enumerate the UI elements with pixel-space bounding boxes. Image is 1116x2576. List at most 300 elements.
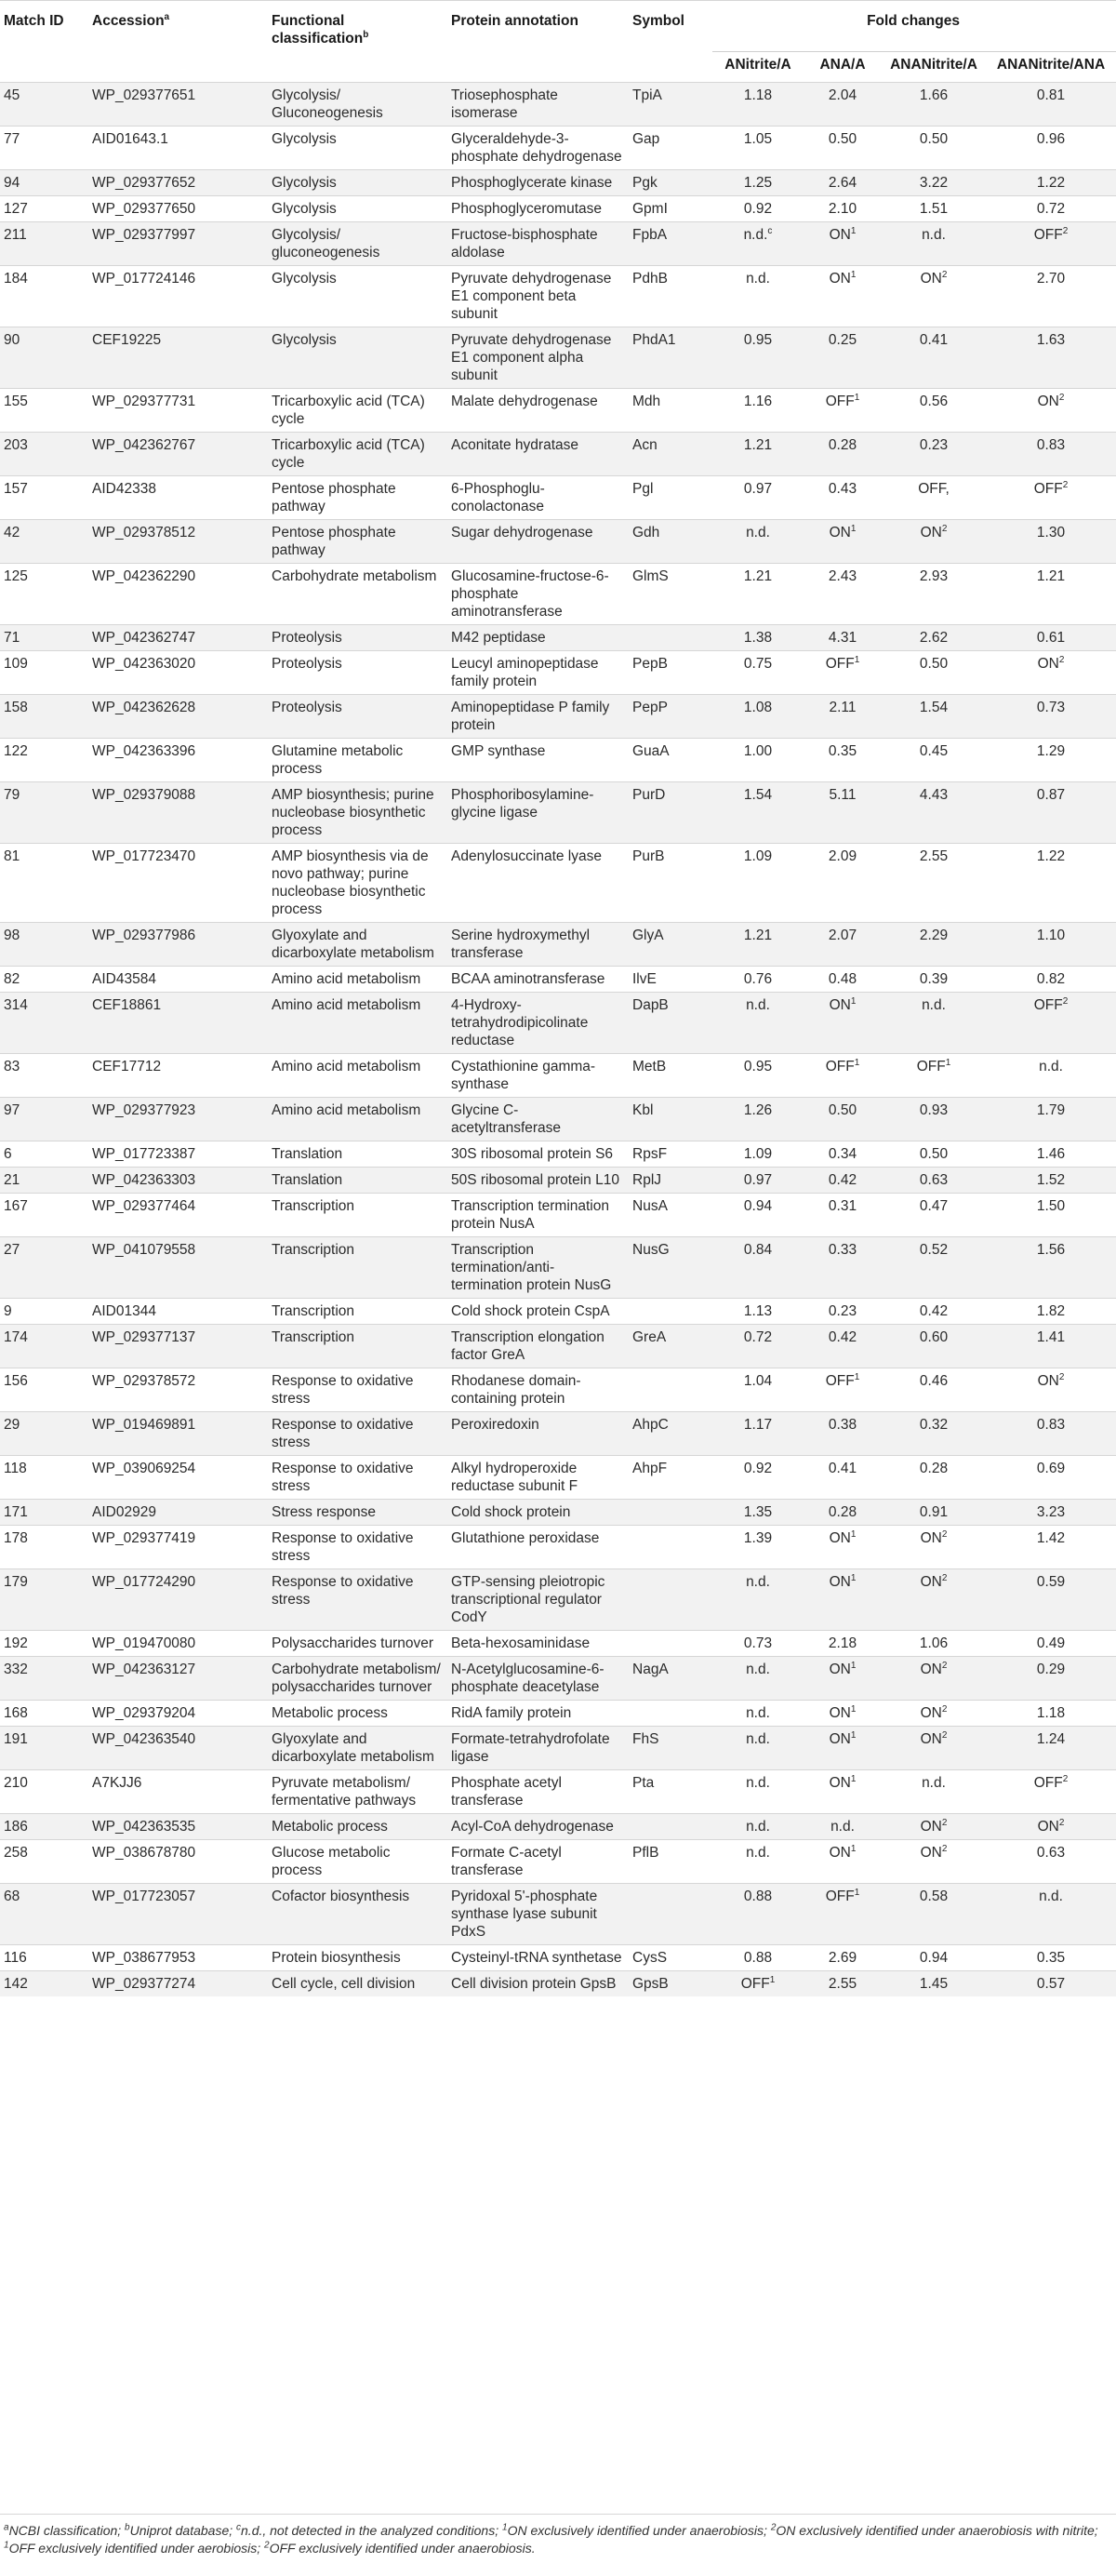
cell-fc-ananitrite-a [882, 922, 988, 966]
table-row [0, 327, 1116, 388]
cell-protein-annotation: 4-Hydroxy-tetrahydrodipicolinate reductase [447, 992, 629, 1053]
cell-match-id: 71 [0, 624, 88, 650]
cell-functional-classification: Transcription [268, 1236, 447, 1298]
cell-symbol: PdhB [629, 265, 712, 327]
cell-fc-anitrite-a [712, 1813, 805, 1839]
fold-change-sup: 1 [945, 1057, 951, 1068]
cell-match-id: 118 [0, 1455, 88, 1499]
cell-fc-ananitrite-ana [988, 1525, 1116, 1568]
fold-change-value: 0.69 [1036, 1460, 1066, 1476]
cell-fc-anitrite-a [712, 169, 805, 195]
cell-protein-annotation: GTP-sensing pleiotropic transcriptional regulator CodY [447, 1568, 629, 1630]
fold-change-value: 0.39 [919, 970, 949, 987]
cell-fc-anitrite-a [712, 563, 805, 624]
cell-fc-anitrite-a [712, 922, 805, 966]
cell-fc-ana-a [805, 1141, 882, 1167]
table-row [0, 694, 1116, 738]
cell-accession: AID43584 [88, 966, 268, 992]
cell-fc-ananitrite-a [882, 781, 988, 843]
cell-match-id: 203 [0, 432, 88, 475]
table-row [0, 1167, 1116, 1193]
fold-change-value: 0.73 [1036, 699, 1066, 715]
cell-match-id: 81 [0, 843, 88, 922]
fold-change-value: ON [829, 270, 851, 287]
fold-change-value: n.d. [1039, 1058, 1063, 1074]
cell-fc-ana-a [805, 843, 882, 922]
fold-change-value: n.d. [830, 1818, 855, 1835]
table-row [0, 563, 1116, 624]
cell-functional-classification: Response to oxidative stress [268, 1568, 447, 1630]
cell-accession: WP_017724146 [88, 265, 268, 327]
table-row [0, 624, 1116, 650]
cell-functional-classification: Cell cycle, cell division [268, 1970, 447, 1996]
fold-change-value: 2.93 [919, 567, 949, 584]
cell-fc-anitrite-a [712, 126, 805, 169]
cell-fc-ana-a [805, 195, 882, 221]
cell-match-id: 9 [0, 1298, 88, 1324]
cell-accession: WP_042363020 [88, 650, 268, 694]
table-row [0, 843, 1116, 922]
fold-change-value: ON [1037, 655, 1059, 672]
cell-match-id: 82 [0, 966, 88, 992]
cell-fc-ana-a [805, 82, 882, 126]
fold-change-value: OFF [825, 393, 855, 409]
cell-match-id: 77 [0, 126, 88, 169]
cell-symbol: PhdA1 [629, 327, 712, 388]
header-fc-ana-a: ANA/A [805, 51, 882, 82]
cell-fc-anitrite-a [712, 624, 805, 650]
fold-change-value: 0.72 [743, 1328, 773, 1345]
cell-accession: WP_017723387 [88, 1141, 268, 1167]
fold-change-value: 2.64 [828, 174, 857, 191]
fold-change-sup: 2 [941, 1843, 948, 1854]
fold-change-value: 1.21 [743, 436, 773, 453]
cell-symbol: NusA [629, 1193, 712, 1236]
fold-change-sup: 1 [850, 1843, 857, 1854]
cell-match-id: 98 [0, 922, 88, 966]
table-row [0, 1726, 1116, 1769]
cell-fc-ana-a [805, 519, 882, 563]
fold-change-value: 0.73 [743, 1635, 773, 1651]
cell-functional-classification: Glyoxylate and dicarboxylate metabolism [268, 1726, 447, 1769]
header-blank [0, 51, 88, 82]
fold-change-value: 0.72 [1036, 200, 1066, 217]
fold-change-sup: 1 [850, 1729, 857, 1741]
cell-match-id: 94 [0, 169, 88, 195]
fold-change-value: 0.46 [919, 1372, 949, 1389]
cell-accession: WP_042363303 [88, 1167, 268, 1193]
fold-change-sup: 1 [854, 654, 860, 665]
fold-change-value: n.d. [746, 1818, 770, 1835]
cell-fc-ananitrite-ana [988, 1568, 1116, 1630]
fold-change-value: 0.57 [1036, 1975, 1066, 1992]
fold-change-value: 0.96 [1036, 130, 1066, 147]
cell-fc-ananitrite-a [882, 1726, 988, 1769]
cell-symbol: FhS [629, 1726, 712, 1769]
fold-change-value: OFF [1033, 226, 1063, 243]
cell-protein-annotation: Cystathionine gamma-synthase [447, 1053, 629, 1097]
header-accession [88, 1, 268, 52]
fold-change-value: 1.22 [1036, 174, 1066, 191]
fold-change-value: 1.46 [1036, 1145, 1066, 1162]
cell-functional-classification: Transcription [268, 1298, 447, 1324]
cell-fc-ananitrite-ana [988, 82, 1116, 126]
cell-protein-annotation: Formate C-acetyl transferase [447, 1839, 629, 1883]
cell-fc-ana-a [805, 922, 882, 966]
cell-accession: WP_029378572 [88, 1368, 268, 1411]
cell-accession: WP_029377986 [88, 922, 268, 966]
fold-change-value: 1.42 [1036, 1529, 1066, 1546]
cell-match-id: 122 [0, 738, 88, 781]
table-row [0, 388, 1116, 432]
cell-fc-anitrite-a [712, 843, 805, 922]
fold-change-value: n.d. [1039, 1888, 1063, 1904]
cell-fc-ananitrite-a [882, 169, 988, 195]
cell-fc-ana-a [805, 475, 882, 519]
cell-fc-ananitrite-a [882, 1097, 988, 1141]
cell-protein-annotation: Fructose-bisphosphate aldolase [447, 221, 629, 265]
cell-fc-ananitrite-a [882, 388, 988, 432]
cell-fc-anitrite-a [712, 1053, 805, 1097]
cell-fc-ananitrite-ana [988, 624, 1116, 650]
cell-symbol: AhpC [629, 1411, 712, 1455]
fold-change-value: 0.94 [919, 1949, 949, 1966]
fold-change-value: 0.82 [1036, 970, 1066, 987]
fold-change-value: ON [920, 1818, 942, 1835]
cell-fc-ananitrite-ana [988, 1236, 1116, 1298]
fold-change-value: n.d. [922, 1774, 946, 1791]
cell-functional-classification: Glycolysis/ gluconeogenesis [268, 221, 447, 265]
table-row [0, 221, 1116, 265]
fold-change-sup: 1 [850, 1773, 857, 1784]
fold-change-value: 0.95 [743, 1058, 773, 1074]
cell-symbol [629, 1883, 712, 1944]
fold-change-value: 2.70 [1036, 270, 1066, 287]
cell-fc-ananitrite-ana [988, 738, 1116, 781]
table-row [0, 82, 1116, 126]
fold-change-value: 0.50 [828, 1101, 857, 1118]
cell-fc-ananitrite-a [882, 1970, 988, 1996]
cell-functional-classification: Glycolysis [268, 265, 447, 327]
cell-fc-ananitrite-ana [988, 1053, 1116, 1097]
cell-fc-ananitrite-a [882, 1883, 988, 1944]
table-row [0, 519, 1116, 563]
cell-fc-ananitrite-ana [988, 781, 1116, 843]
fold-change-sup: 2 [941, 1703, 948, 1715]
table-row [0, 1097, 1116, 1141]
fold-change-value: OFF [740, 1975, 770, 1992]
fold-change-value: 0.28 [828, 1503, 857, 1520]
fold-change-value: ON [829, 1573, 851, 1590]
cell-functional-classification: Proteolysis [268, 694, 447, 738]
fold-change-value: 1.51 [919, 200, 949, 217]
cell-accession: WP_029377419 [88, 1525, 268, 1568]
table-row [0, 1700, 1116, 1726]
cell-functional-classification: Glycolysis/ Gluconeogenesis [268, 82, 447, 126]
table-row [0, 195, 1116, 221]
cell-symbol: PepP [629, 694, 712, 738]
fold-change-value: n.d. [922, 996, 946, 1013]
cell-fc-anitrite-a [712, 1970, 805, 1996]
cell-match-id: 127 [0, 195, 88, 221]
fold-change-value: OFF [825, 1058, 855, 1074]
cell-protein-annotation: Rhodanese domain-containing protein [447, 1368, 629, 1411]
fold-change-value: 1.18 [1036, 1704, 1066, 1721]
cell-fc-ana-a [805, 992, 882, 1053]
cell-fc-ana-a [805, 1525, 882, 1568]
cell-accession: WP_042363396 [88, 738, 268, 781]
table-row [0, 1944, 1116, 1970]
cell-fc-ananitrite-a [882, 82, 988, 126]
cell-fc-ananitrite-ana [988, 1499, 1116, 1525]
cell-fc-anitrite-a [712, 1324, 805, 1368]
fold-change-value: 0.33 [828, 1241, 857, 1258]
cell-fc-ananitrite-ana [988, 966, 1116, 992]
header-fold-changes: Fold changes [712, 1, 1116, 52]
cell-fc-anitrite-a [712, 1700, 805, 1726]
cell-match-id: 192 [0, 1630, 88, 1656]
fold-change-sup: 2 [1062, 225, 1069, 236]
cell-protein-annotation: Beta-hexosaminidase [447, 1630, 629, 1656]
table-row [0, 1193, 1116, 1236]
fold-change-value: 3.22 [919, 174, 949, 191]
header-functional-label: Functional classification [272, 13, 364, 47]
cell-protein-annotation: Cold shock protein CspA [447, 1298, 629, 1324]
cell-fc-ananitrite-ana [988, 1813, 1116, 1839]
fold-change-value: 0.41 [828, 1460, 857, 1476]
fold-change-value: 1.10 [1036, 927, 1066, 943]
cell-fc-ananitrite-a [882, 1525, 988, 1568]
table-row [0, 1499, 1116, 1525]
cell-functional-classification: Stress response [268, 1499, 447, 1525]
fold-change-value: 0.94 [743, 1197, 773, 1214]
cell-protein-annotation: Phosphoribosylamine-glycine ligase [447, 781, 629, 843]
cell-fc-ana-a [805, 388, 882, 432]
cell-fc-anitrite-a [712, 1568, 805, 1630]
cell-protein-annotation: Adenylosuccinate lyase [447, 843, 629, 922]
cell-accession: AID01344 [88, 1298, 268, 1324]
fold-change-value: 0.75 [743, 655, 773, 672]
fold-change-value: 0.97 [743, 1171, 773, 1188]
fold-change-value: ON [829, 1661, 851, 1677]
fold-change-value: 3.23 [1036, 1503, 1066, 1520]
cell-fc-ananitrite-a [882, 1167, 988, 1193]
cell-fc-ananitrite-ana [988, 922, 1116, 966]
fold-change-value: 0.88 [743, 1888, 773, 1904]
cell-functional-classification: AMP biosynthesis via de novo pathway; purine nucleobase biosynthetic process [268, 843, 447, 922]
header-blank [88, 51, 268, 82]
fold-change-value: ON [829, 1704, 851, 1721]
fold-change-value: 4.31 [828, 629, 857, 646]
cell-accession: WP_029379088 [88, 781, 268, 843]
cell-match-id: 155 [0, 388, 88, 432]
fold-change-value: 1.54 [743, 786, 773, 803]
fold-change-value: 0.97 [743, 480, 773, 497]
cell-match-id: 68 [0, 1883, 88, 1944]
cell-match-id: 97 [0, 1097, 88, 1141]
cell-fc-anitrite-a [712, 966, 805, 992]
fold-change-value: 0.93 [919, 1101, 949, 1118]
fold-change-value: ON [829, 226, 851, 243]
fold-change-value: ON [920, 1844, 942, 1861]
fold-change-value: 1.18 [743, 87, 773, 103]
cell-match-id: 171 [0, 1499, 88, 1525]
cell-functional-classification: Amino acid metabolism [268, 992, 447, 1053]
fold-change-sup: 2 [941, 1660, 948, 1671]
cell-fc-anitrite-a [712, 388, 805, 432]
cell-symbol: GlyA [629, 922, 712, 966]
cell-protein-annotation: Malate dehydrogenase [447, 388, 629, 432]
cell-fc-ana-a [805, 1769, 882, 1813]
fold-change-value: 2.55 [828, 1975, 857, 1992]
cell-fc-anitrite-a [712, 738, 805, 781]
fold-change-value: 1.04 [743, 1372, 773, 1389]
cell-fc-anitrite-a [712, 1726, 805, 1769]
cell-accession: WP_029377651 [88, 82, 268, 126]
fold-change-value: ON [1037, 1372, 1059, 1389]
cell-symbol: RpsF [629, 1141, 712, 1167]
cell-fc-ana-a [805, 1970, 882, 1996]
cell-fc-ananitrite-a [882, 519, 988, 563]
fold-change-value: 0.58 [919, 1888, 949, 1904]
fold-change-sup: 2 [941, 523, 948, 534]
fold-change-sup: 2 [1062, 479, 1069, 490]
cell-protein-annotation: BCAA aminotransferase [447, 966, 629, 992]
fold-change-value: n.d. [746, 1730, 770, 1747]
cell-fc-ana-a [805, 563, 882, 624]
footnote-sup: 2 [770, 2522, 777, 2533]
cell-accession: WP_029378512 [88, 519, 268, 563]
fold-change-value: 2.43 [828, 567, 857, 584]
cell-symbol: Gap [629, 126, 712, 169]
table-row [0, 1656, 1116, 1700]
fold-change-value: 0.34 [828, 1145, 857, 1162]
fold-change-value: 1.35 [743, 1503, 773, 1520]
fold-change-sup: 2 [1062, 1773, 1069, 1784]
cell-protein-annotation: Pyruvate dehydrogenase E1 component beta subunit [447, 265, 629, 327]
cell-accession: WP_042362767 [88, 432, 268, 475]
fold-change-value: 1.05 [743, 130, 773, 147]
cell-fc-ananitrite-a [882, 1455, 988, 1499]
cell-accession: CEF17712 [88, 1053, 268, 1097]
cell-fc-ananitrite-a [882, 1568, 988, 1630]
cell-fc-ananitrite-a [882, 992, 988, 1053]
cell-symbol: PflB [629, 1839, 712, 1883]
fold-change-value: 0.25 [828, 331, 857, 348]
fold-change-value: 0.35 [1036, 1949, 1066, 1966]
fold-change-value: 1.38 [743, 629, 773, 646]
fold-change-value: 1.06 [919, 1635, 949, 1651]
fold-change-sup: 2 [1058, 1817, 1065, 1828]
fold-change-value: 0.29 [1036, 1661, 1066, 1677]
fold-change-value: 2.55 [919, 848, 949, 864]
fold-change-value: OFF [916, 1058, 946, 1074]
cell-protein-annotation: RidA family protein [447, 1700, 629, 1726]
cell-fc-anitrite-a [712, 1167, 805, 1193]
table-row [0, 781, 1116, 843]
cell-fc-ananitrite-ana [988, 1298, 1116, 1324]
cell-fc-anitrite-a [712, 1944, 805, 1970]
fold-change-sup: 1 [850, 1572, 857, 1583]
cell-symbol: CysS [629, 1944, 712, 1970]
fold-change-sup: 2 [941, 1729, 948, 1741]
cell-fc-ananitrite-a [882, 650, 988, 694]
cell-match-id: 21 [0, 1167, 88, 1193]
cell-functional-classification: Carbohydrate metabolism/ polysaccharides turnover [268, 1656, 447, 1700]
cell-fc-ana-a [805, 1813, 882, 1839]
cell-fc-ananitrite-ana [988, 1883, 1116, 1944]
cell-fc-ananitrite-ana [988, 1455, 1116, 1499]
cell-protein-annotation: Phosphoglyceromutase [447, 195, 629, 221]
fold-change-value: 1.24 [1036, 1730, 1066, 1747]
fold-change-value: OFF, [918, 480, 950, 497]
cell-fc-ana-a [805, 1630, 882, 1656]
cell-fc-ana-a [805, 624, 882, 650]
cell-fc-ananitrite-ana [988, 1700, 1116, 1726]
cell-fc-ananitrite-ana [988, 1097, 1116, 1141]
cell-accession: WP_017724290 [88, 1568, 268, 1630]
fold-change-value: 0.41 [919, 331, 949, 348]
cell-protein-annotation: Phosphoglycerate kinase [447, 169, 629, 195]
fold-change-value: 0.35 [828, 742, 857, 759]
cell-fc-ananitrite-ana [988, 1944, 1116, 1970]
header-match-id: Match ID [0, 1, 88, 52]
cell-protein-annotation: Sugar dehydrogenase [447, 519, 629, 563]
cell-symbol [629, 1568, 712, 1630]
cell-fc-ananitrite-ana [988, 327, 1116, 388]
cell-symbol [629, 624, 712, 650]
cell-protein-annotation: Serine hydroxymethyl transferase [447, 922, 629, 966]
cell-fc-ananitrite-a [882, 966, 988, 992]
cell-fc-anitrite-a [712, 1411, 805, 1455]
header-blank [629, 51, 712, 82]
fold-change-sup: 2 [1058, 1371, 1065, 1382]
cell-match-id: 42 [0, 519, 88, 563]
table-row [0, 1236, 1116, 1298]
cell-fc-ananitrite-ana [988, 265, 1116, 327]
fold-change-value: 0.61 [1036, 629, 1066, 646]
cell-fc-anitrite-a [712, 694, 805, 738]
cell-accession: WP_029377464 [88, 1193, 268, 1236]
footnote-sup: a [4, 2522, 9, 2533]
cell-fc-ananitrite-ana [988, 563, 1116, 624]
fold-change-value: 1.52 [1036, 1171, 1066, 1188]
fold-change-value: ON [1037, 393, 1059, 409]
cell-symbol: Pgl [629, 475, 712, 519]
fold-change-value: ON [829, 996, 851, 1013]
cell-protein-annotation: Aminopeptidase P family protein [447, 694, 629, 738]
fold-change-value: ON [1037, 1818, 1059, 1835]
cell-functional-classification: Tricarboxylic acid (TCA) cycle [268, 388, 447, 432]
cell-symbol: RplJ [629, 1167, 712, 1193]
fold-change-value: 1.16 [743, 393, 773, 409]
cell-functional-classification: Response to oxidative stress [268, 1455, 447, 1499]
cell-protein-annotation: Transcription termination/anti-termination protein NusG [447, 1236, 629, 1298]
footnote-text: ON exclusively identified under anaerobiosis; [507, 2523, 771, 2538]
cell-fc-ananitrite-a [882, 475, 988, 519]
fold-change-value: n.d. [746, 270, 770, 287]
cell-functional-classification: Glyoxylate and dicarboxylate metabolism [268, 922, 447, 966]
fold-change-sup: 1 [850, 1660, 857, 1671]
cell-fc-ananitrite-a [882, 1700, 988, 1726]
fold-change-value: 1.26 [743, 1101, 773, 1118]
cell-protein-annotation: N-Acetylglucosamine-6-phosphate deacetylase [447, 1656, 629, 1700]
cell-fc-anitrite-a [712, 265, 805, 327]
table-header [0, 1, 1116, 83]
cell-symbol [629, 1700, 712, 1726]
cell-match-id: 156 [0, 1368, 88, 1411]
table-row [0, 1525, 1116, 1568]
